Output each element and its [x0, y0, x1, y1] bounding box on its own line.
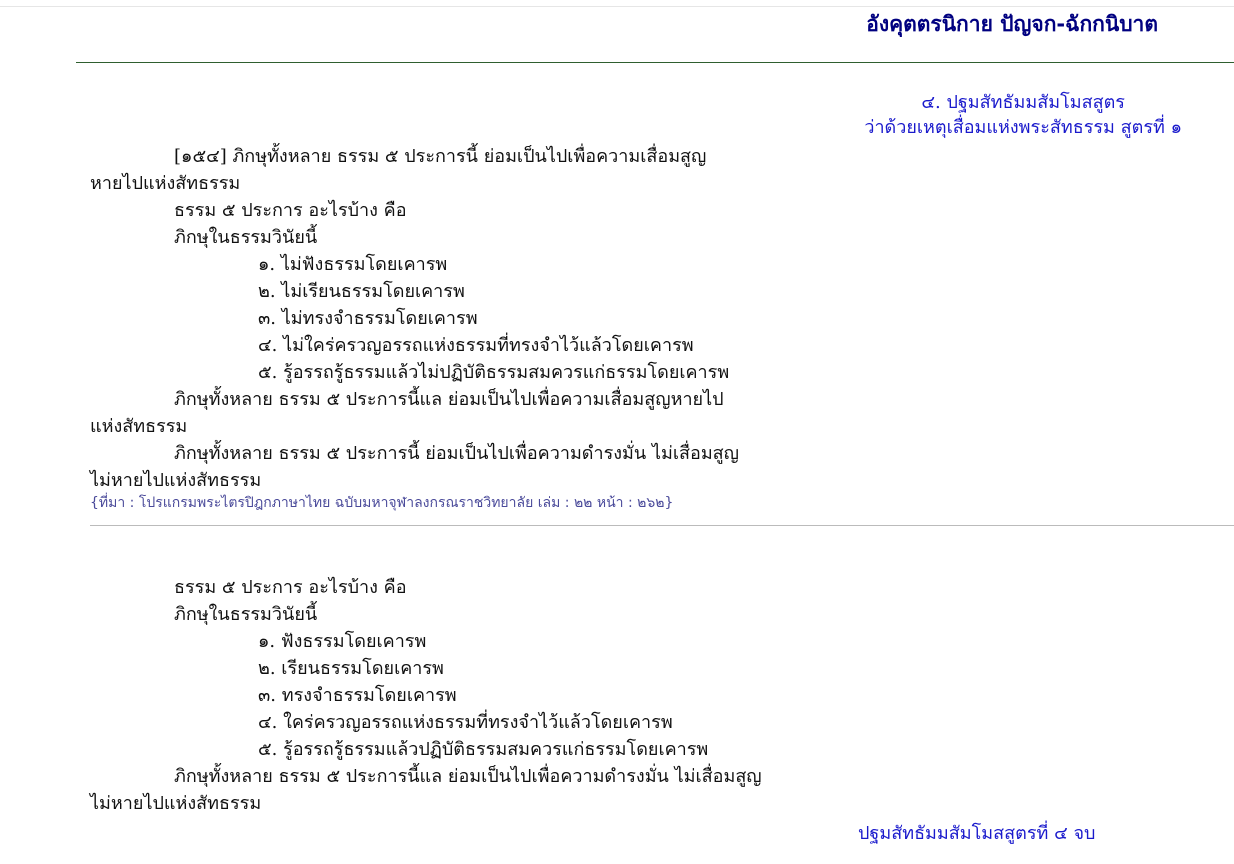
passage-line: ธรรม ๕ ประการ อะไรบ้าง คือ: [174, 200, 407, 221]
passage-line: หายไปแห่งสัทธรรม: [90, 173, 241, 194]
sutta-subtitle: ว่าด้วยเหตุเสื่อมแห่งพระสัทธรรม สูตรที่ ๑: [864, 117, 1182, 138]
passage-line: ไม่หายไปแห่งสัทธรรม: [90, 793, 262, 814]
book-title: อังคุตตรนิกาย ปัญจก-ฉักกนิบาต: [866, 12, 1158, 36]
list-item: ๑. ไม่ฟังธรรมโดยเคารพ: [258, 254, 448, 275]
passage-line: ภิกษุในธรรมวินัยนี้: [174, 227, 318, 248]
passage-decline: [90, 143, 739, 494]
passage-line: ธรรม ๕ ประการ อะไรบ้าง คือ: [174, 577, 407, 598]
sutta-title: ๔. ปฐมสัทธัมมสัมโมสสูตร: [921, 92, 1125, 113]
list-item: ๓. ไม่ทรงจำธรรมโดยเคารพ: [258, 308, 478, 329]
source-reference: {ที่มา : โปรแกรมพระไตรปิฎกภาษาไทย ฉบับมหาจุฬาลงกรณราชวิทยาลัย เล่ม : ๒๒ หน้า : ๒๖๒}: [90, 495, 674, 511]
list-item: ๓. ทรงจำธรรมโดยเคารพ: [258, 685, 457, 706]
header-divider: [76, 62, 1234, 63]
list-item: ๔. ใคร่ครวญอรรถแห่งธรรมที่ทรงจำไว้แล้วโดยเคารพ: [258, 712, 673, 733]
passage-line: ไม่หายไปแห่งสัทธรรม: [90, 470, 262, 491]
sutta-end-marker: ปฐมสัทธัมมสัมโมสสูตรที่ ๔ จบ: [858, 823, 1096, 844]
passage-line: [๑๕๔] ภิกษุทั้งหลาย ธรรม ๕ ประการนี้ ย่อมเป็นไปเพื่อความเสื่อมสูญ: [174, 146, 707, 167]
list-item: ๕. รู้อรรถรู้ธรรมแล้วปฏิบัติธรรมสมควรแก่ธรรมโดยเคารพ: [258, 739, 709, 760]
list-item: ๒. ไม่เรียนธรรมโดยเคารพ: [258, 281, 465, 302]
list-item: ๑. ฟังธรรมโดยเคารพ: [258, 631, 427, 652]
passage-line: ภิกษุทั้งหลาย ธรรม ๕ ประการนี้ ย่อมเป็นไปเพื่อความดำรงมั่น ไม่เสื่อมสูญ: [174, 443, 740, 464]
top-border: [0, 6, 1234, 7]
passage-line: ภิกษุทั้งหลาย ธรรม ๕ ประการนี้แล ย่อมเป็นไปเพื่อความเสื่อมสูญหายไป: [174, 389, 724, 410]
passage-line: แห่งสัทธรรม: [90, 416, 188, 437]
list-item: ๒. เรียนธรรมโดยเคารพ: [258, 658, 444, 679]
section-divider: [90, 525, 1234, 526]
passage-line: ภิกษุทั้งหลาย ธรรม ๕ ประการนี้แล ย่อมเป็นไปเพื่อความดำรงมั่น ไม่เสื่อมสูญ: [174, 766, 762, 787]
passage-endurance: [90, 574, 762, 817]
sutta-heading: [864, 90, 1182, 140]
list-item: ๔. ไม่ใคร่ครวญอรรถแห่งธรรมที่ทรงจำไว้แล้วโดยเคารพ: [258, 335, 694, 356]
list-item: ๕. รู้อรรถรู้ธรรมแล้วไม่ปฏิบัติธรรมสมควรแก่ธรรมโดยเคารพ: [258, 362, 730, 383]
passage-line: ภิกษุในธรรมวินัยนี้: [174, 604, 318, 625]
